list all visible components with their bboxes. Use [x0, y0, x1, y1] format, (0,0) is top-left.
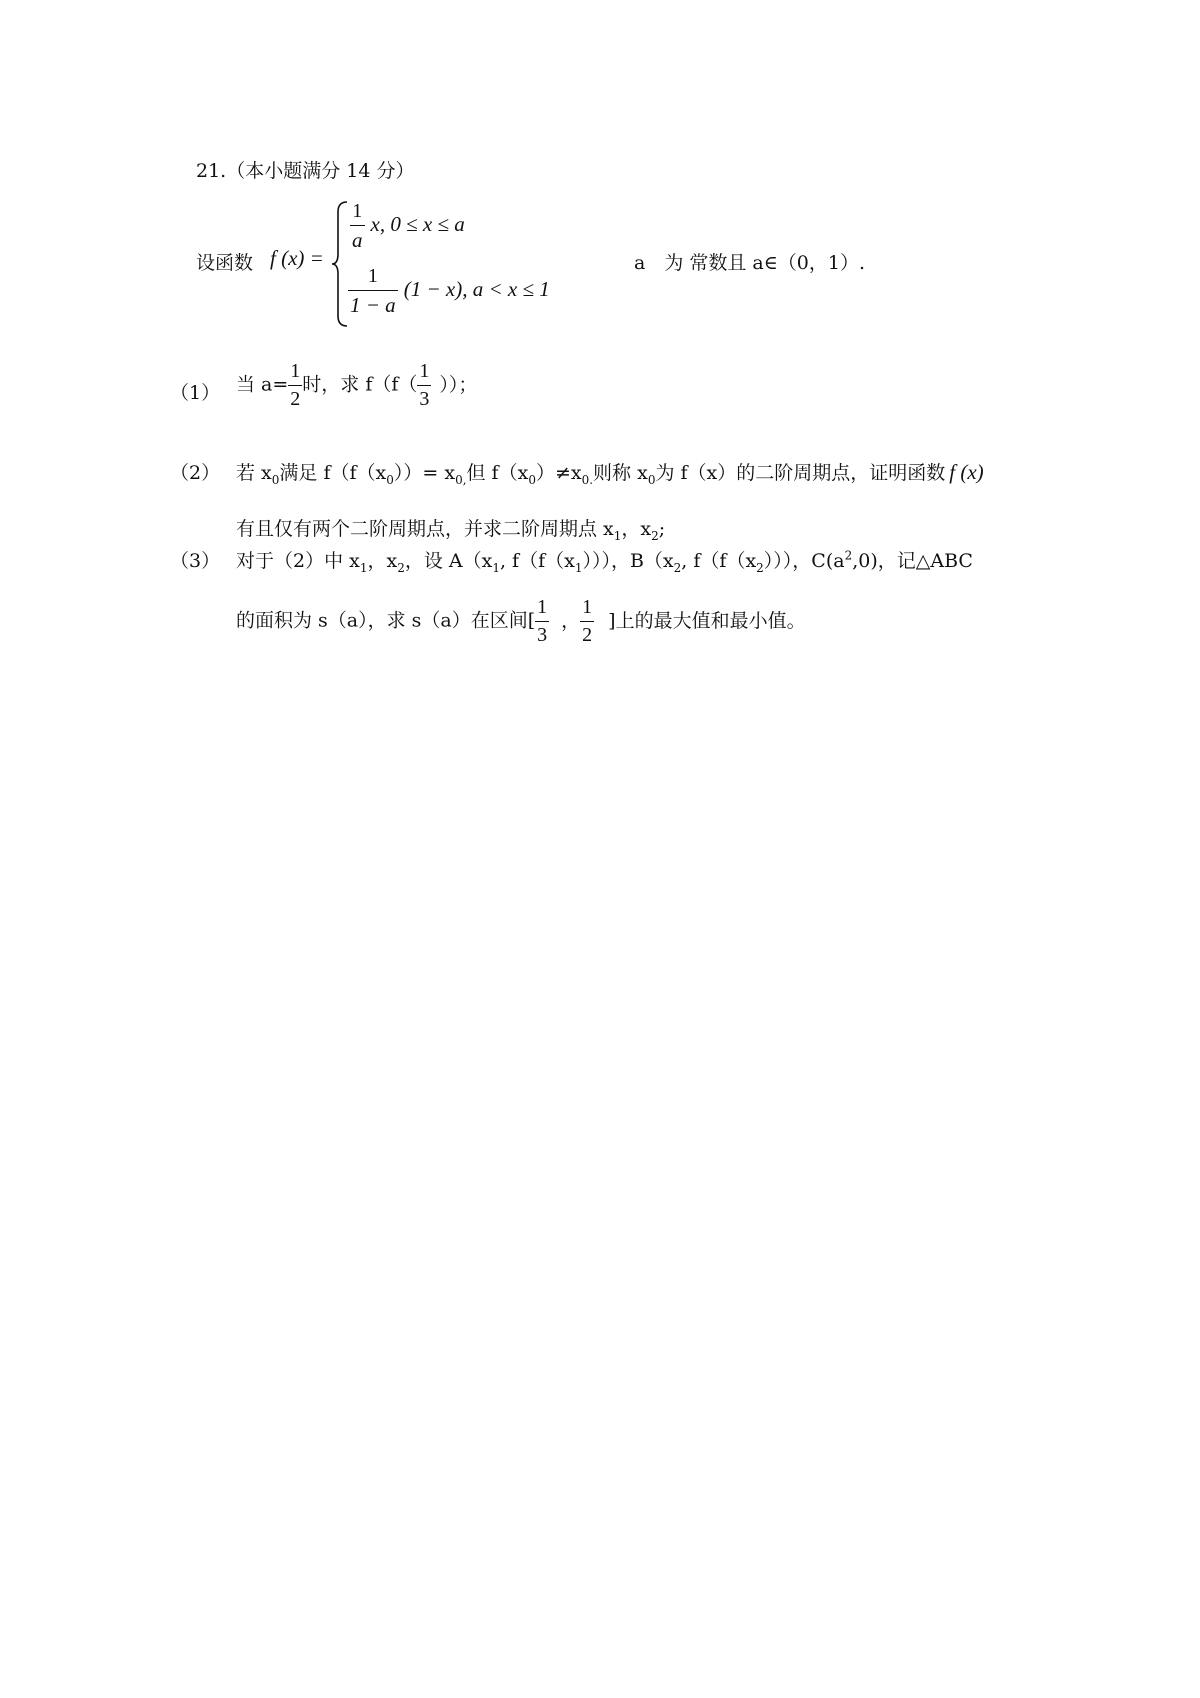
part-1-x-numerator: 1 [417, 360, 431, 386]
p2-function-f-of-x: f (x) [949, 460, 984, 484]
piece-2-fraction [348, 265, 398, 317]
piece-2-condition: (1 − x), a < x ≤ 1 [403, 277, 550, 302]
piece-1 [350, 200, 465, 252]
p2-line2-text-b: ，x [621, 518, 652, 540]
p2-sub-2: 0 [386, 472, 394, 487]
piece-1-denominator: a [352, 228, 363, 252]
part-3-line-2 [236, 596, 806, 647]
piece-1-condition: x, 0 ≤ x ≤ a [370, 212, 465, 237]
p3-line2-text-a: 的面积为 s（a），求 s（a）在区间[ [236, 609, 536, 632]
interval-right-fraction [580, 596, 594, 647]
part-3-label: （3） [170, 550, 221, 572]
p3-sup-squared: 2 [844, 548, 853, 563]
problem-header: 21.（本小题满分 14 分） [196, 160, 415, 182]
interval-comma: ， [561, 609, 581, 632]
part-3-line-1 [236, 546, 973, 575]
p3-sub-1: 1 [359, 560, 368, 575]
function-f-of-x: f (x) = [270, 246, 324, 270]
part-2-line-1 [236, 458, 984, 487]
part-1-text-a: 当 a= [236, 373, 289, 396]
p3-sub-4: 1 [574, 560, 583, 575]
p2-line2-sub-2: 2 [651, 528, 659, 543]
p2-text-b: 满足 f（f（x [279, 462, 387, 484]
intro-suffix: a 为 常数且 a∈（0，1）. [634, 252, 866, 274]
p3-text-f: , f（f（x [681, 550, 757, 572]
part-1-a-numerator: 1 [288, 360, 302, 386]
interval-right-denominator: 2 [582, 624, 593, 646]
p2-sub-4: 0 [528, 472, 536, 487]
part-1-text-c: ））； [439, 373, 478, 396]
part-1-text [236, 360, 477, 411]
p2-sub-3: 0, [455, 472, 467, 487]
p3-text-g: ））），C(a [763, 550, 845, 572]
p2-line2-text-a: 有且仅有两个二阶周期点，并求二阶周期点 x [236, 518, 614, 540]
part-1-x-denominator: 3 [419, 388, 430, 410]
piece-1-fraction [350, 200, 365, 252]
p2-text-a: 若 x [236, 462, 272, 484]
piece-2 [348, 265, 550, 317]
interval-left-fraction [535, 596, 549, 647]
part-1-text-b: 时，求 f（f（ [302, 373, 418, 396]
interval-left-numerator: 1 [535, 596, 549, 622]
p2-text-c: ））= x [393, 462, 456, 484]
p3-text-c: ，设 A（x [404, 550, 493, 572]
p3-sub-2: 2 [397, 560, 405, 575]
p3-sub-6: 2 [756, 560, 764, 575]
p3-line2-text-b: ]上的最大值和最小值。 [608, 609, 806, 632]
p3-text-h: ,0)，记△ABC [852, 550, 973, 572]
p2-line2-sub-1: 1 [613, 528, 622, 543]
p3-text-a: 对于（2）中 x [236, 550, 360, 572]
part-2-label: （2） [170, 462, 221, 484]
p2-text-d: 但 f（x [466, 462, 529, 484]
interval-left-denominator: 3 [537, 624, 548, 646]
piece-1-numerator: 1 [350, 200, 365, 226]
part-1-a-denominator: 2 [290, 388, 301, 410]
p3-text-b: ，x [367, 550, 398, 572]
p3-text-d: , f（f（x [499, 550, 575, 572]
p2-sub-5: 0. [581, 472, 594, 487]
p2-line2-text-c: ; [658, 518, 666, 540]
p2-sub-6: 0 [647, 472, 656, 487]
part-1-a-fraction [288, 360, 302, 411]
part-1-x-fraction [417, 360, 431, 411]
p2-sub-1: 0 [271, 472, 280, 487]
interval-right-numerator: 1 [580, 596, 594, 622]
p2-text-f: 则称 x [593, 462, 648, 484]
p2-text-g: 为 f（x）的二阶周期点，证明函数 [655, 462, 946, 484]
part-1-label: （1） [170, 382, 221, 404]
intro-prefix: 设函数 [196, 252, 254, 274]
p3-text-e: ））），B（x [582, 550, 674, 572]
p3-sub-3: 1 [492, 560, 500, 575]
p3-sub-5: 2 [673, 560, 682, 575]
piece-2-denominator: 1 − a [350, 293, 396, 317]
piece-2-numerator: 1 [348, 265, 398, 291]
part-2-line-2 [236, 514, 665, 543]
p2-text-e: ）≠x [535, 462, 582, 484]
left-brace-icon [330, 200, 350, 328]
